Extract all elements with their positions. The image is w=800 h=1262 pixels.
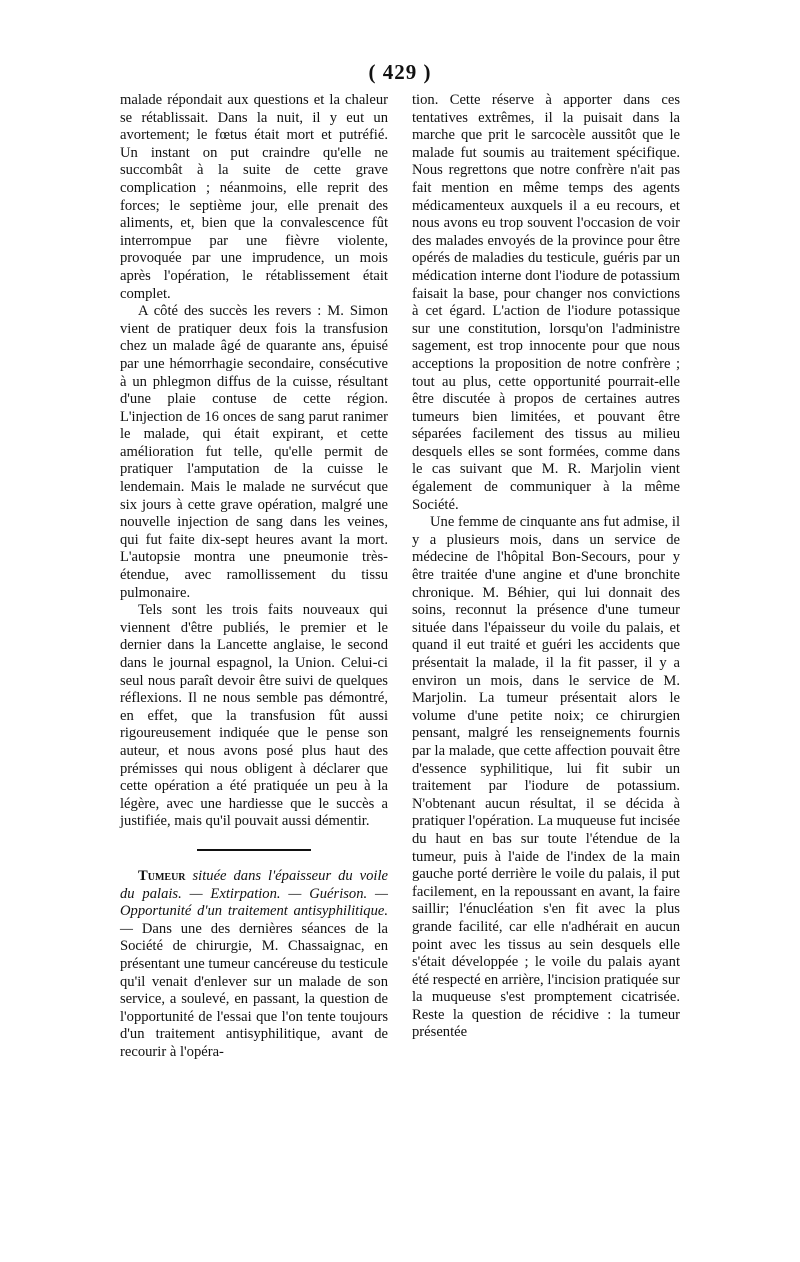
paragraph-reflexions: Tels sont les trois faits nouveaux qui viennent d'être publiés, le premier et le dernier dans la Lancette anglaise, le second dans le journal espagnol, la Union. Celui-ci seul nous paraît devoir être suivi de quelques réflexions. Il ne nous semble pas démontré, en effet, que la transfusion fût aussi rigoureusement indiquée que le pense son auteur, et nous avons posé plus haut des prémisses qui nous obligent à déclarer que cette opération a été pratiquée un peu à la légère, avec une hardiesse que le succès a justifiée, mais qu'il pouvait aussi démentir. bbox=[120, 602, 388, 830]
left-column bbox=[120, 92, 388, 1061]
right-column bbox=[412, 92, 680, 1042]
section-divider bbox=[197, 849, 311, 851]
section-heading-subtitle: située dans l'épaisseur du voile du palais. — Extirpation. — Guérison. — Opportunité d'un traitement antisyphilitique. — bbox=[120, 867, 388, 937]
paragraph-revers: A côté des succès les revers : M. Simon vient de pratiquer deux fois la transfusion chez un malade âgé de quarante ans, épuisé par une hémorrhagie secondaire, consécutive à un phlegmon diffus de la cuisse, résultant d'une plaie contuse de cette région. L'injection de 16 onces de sang parut ranimer le malade, qui était expirant, et cette amélioration fut telle, qu'elle permit de pratiquer l'amputation de la cuisse le lendemain. Mais le malade ne survécut que six jours à cette grave opération, malgré une nouvelle injection de sang dans les veines, qui fut faite dix-sept heures avant la mort. L'autopsie montra une pneumonie très-étendue, avec ramollissement du tissu pulmonaire. bbox=[120, 303, 388, 601]
section-paragraph-tumeur bbox=[120, 868, 388, 1062]
section-heading-word: Tumeur bbox=[138, 867, 186, 884]
paragraph-case-report: Une femme de cinquante ans fut admise, il y a plusieurs mois, dans un service de médecine de l'hôpital Bon-Secours, pour y être traitée d'une angine et d'une bronchite chronique. M. Béhier, qui lui donnait des soins, reconnut la présence d'une tumeur située dans l'épaisseur du voile du palais, et quand il eut traité et guéri les accidents que présentait la malade, il la fit passer, il y a environ un mois, dans le service de M. Marjolin. La tumeur présentait alors le volume d'une petite noix; ce chirurgien pensant, malgré les renseignements fournis par la malade, que cette affection pouvait être d'essence syphilitique, lui fit subir un traitement par l'iodure de potassium. N'obtenant aucun résultat, il se décida à pratiquer l'opération. La muqueuse fut incisée du haut en bas sur toute l'étendue de la tumeur, puis à l'aide de l'index de la main gauche porté derrière le voile du palais, il put facilement, en la repoussant en avant, la faire saillir; l'énucléation s'en fit avec la plus grande facilité, car elle n'adhérait en aucun point avec les tissus au sein desquels elle s'était développée ; le voile du palais ayant été respecté en arrière, l'incision pratiquée sur la muqueuse s'est promptement cicatrisée. Reste la question de récidive : la tumeur présentée bbox=[412, 514, 680, 1041]
page-number: ( 429 ) bbox=[368, 60, 432, 84]
paragraph-reserve: tion. Cette réserve à apporter dans ces tentatives extrêmes, il la puisait dans la marche que prit le sarcocèle aussitôt que le malade fut soumis au traitement spécifique. Nous regrettons que notre confrère n'ait pas fait mention en même temps des agents médicamenteux auxquels il a eu recours, et nous avons eu trop souvent l'occasion de voir des malades envoyés de la province pour être opérés de maladies du testicule, guéris par un médication interne dont l'iodure de potassium faisait la base, pour changer nos convictions à cet égard. L'action de l'iodure potassique sur une constitution, lorsqu'on l'administre sagement, est trop innocente pour que nous acceptions la proposition de notre confrère ; tout au plus, cette opportunité pourrait-elle être discutée à propos de certaines autres tumeurs bien limitées, et pouvant être séparées facilement des tissus au milieu desquels elles se sont formées, comme dans le cas suivant que M. R. Marjolin vient également de communiquer à la même Société. bbox=[412, 92, 680, 513]
section-body-text: Dans une des dernières séances de la Société de chirurgie, M. Chassaignac, en présentant une tumeur cancéreuse du testicule qu'il venait d'enlever sur un malade de son service, a soulevé, en passant, la question de l'opportunité de l'essai que l'on tente toujours d'un traitement antisyphilitique, avant de recourir à l'opéra- bbox=[120, 920, 389, 1060]
paragraph-continuation: malade répondait aux questions et la chaleur se rétablissait. Dans la nuit, il y eut un avortement; le fœtus était mort et putréfié. Un instant on put craindre qu'elle ne succombât à la suite de cette grave complication ; néanmoins, elle reprit des forces; le septième jour, elle prenait des aliments, et, bien que la convalescence fût interrompue par une fièvre violente, provoquée par une imprudence, un mois après l'opération, le rétablissement était complet. bbox=[120, 92, 388, 302]
